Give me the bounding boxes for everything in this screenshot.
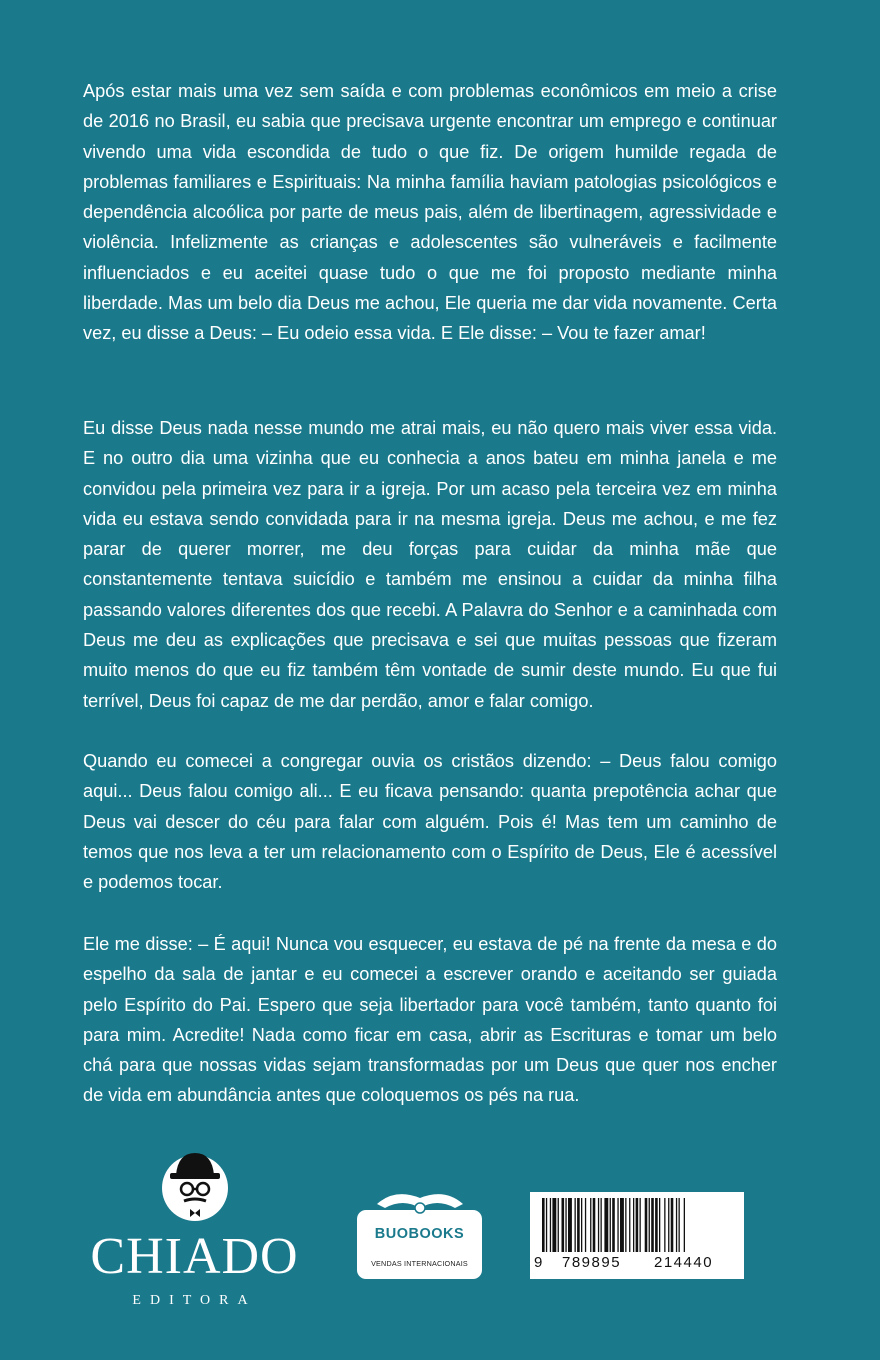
publisher-name: CHIADO	[90, 1228, 299, 1285]
chiado-editora-logo	[82, 1145, 307, 1315]
barcode-digit-first: 9	[534, 1254, 544, 1271]
isbn-barcode	[530, 1192, 744, 1279]
buobooks-logo	[357, 1210, 482, 1279]
barcode-icon	[538, 1198, 736, 1254]
distributor-subtitle: VENDAS INTERNACIONAIS	[371, 1259, 468, 1268]
man-with-hat-icon	[162, 1145, 228, 1223]
back-cover-paragraph-3: Quando eu comecei a congregar ouvia os cristãos dizendo: – Deus falou comigo aqui... Deus falou comigo ali... E eu ficava pensando: quanta prepotência achar que Deus vai descer do céu para falar com alguém. Pois é! Mas tem um caminho de temos que nos leva a ter um relacionamento com o Espírito de Deus, Ele é acessível e podemos tocar.	[83, 751, 777, 893]
distributor-name: BUOBOOKS	[374, 1226, 465, 1242]
barcode-digits-middle: 789895	[562, 1254, 622, 1271]
back-cover-paragraph-4: Ele me disse: – É aqui! Nunca vou esquecer, eu estava de pé na frente da mesa e do espelho da sala de jantar e eu comecei a escrever orando e aceitando ser guiada pelo Espírito do Pai. Espero que seja libertador para você também, tanto quanto foi para mim. Acredite! Nada como ficar em casa, abrir as Escrituras e tomar um belo chá para que nossas vidas sejam transformadas por um Deus que quer nos encher de vida em abundância antes que coloquemos os pés na rua.	[83, 934, 777, 1106]
publisher-subtitle: EDITORA	[132, 1293, 257, 1308]
barcode-digits-last: 214440	[654, 1254, 714, 1271]
back-cover-paragraph-2: Eu disse Deus nada nesse mundo me atrai mais, eu não quero mais viver essa vida. E no outro dia uma vizinha que eu conhecia a anos bateu em minha janela e me convidou pela primeira vez para ir a igreja. Por um acaso pela terceira vez em minha vida eu estava sendo convidada para ir na mesma igreja. Deus me achou, e me fez parar de querer morrer, me deu forças para cuidar da minha mãe que constantemente tentava suicídio e também me ensinou a cuidar da minha filha passando valores diferentes dos que recebi. A Palavra do Senhor e a caminhada com Deus me deu as explicações que precisava e sei que muitas pessoas que fizeram muito menos do que eu fiz também têm vontade de sumir deste mundo. Eu que fui terrível, Deus foi capaz de me dar perdão, amor e falar comigo.	[83, 418, 777, 711]
back-cover-paragraph-1: Após estar mais uma vez sem saída e com problemas econômicos em meio a crise de 2016 no Brasil, eu sabia que precisava urgente encontrar um emprego e continuar vivendo uma vida escondida de tudo o que fiz. De origem humilde regada de problemas familiares e Espirituais: Na minha família haviam patologias psicológicos e dependência alcoólica por parte de meus pais, além de libertinagem, agressividade e violência. Infelizmente as crianças e adolescentes são vulneráveis e facilmente influenciados e eu aceitei quase tudo o que me foi proposto mediante minha liberdade. Mas um belo dia Deus me achou, Ele queria me dar vida novamente. Certa vez, eu disse a Deus: – Eu odeio essa vida. E Ele disse: – Vou te fazer amar!	[83, 81, 777, 344]
owl-icon	[375, 1186, 465, 1216]
